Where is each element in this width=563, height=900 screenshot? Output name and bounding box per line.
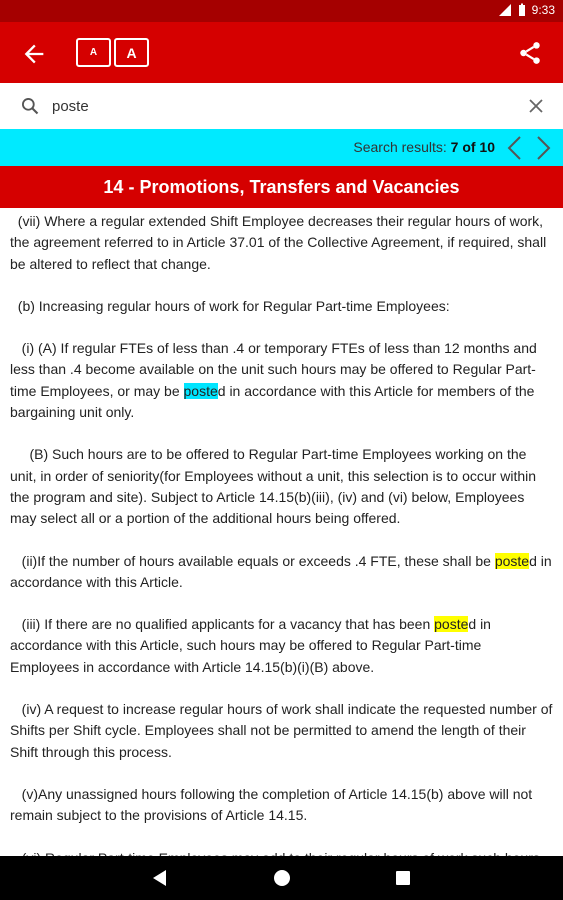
app-bar bbox=[0, 22, 563, 83]
search-results-bar bbox=[0, 129, 563, 166]
increase-font-label: A bbox=[126, 44, 137, 61]
search-bar bbox=[0, 83, 563, 130]
status-bar bbox=[0, 0, 563, 22]
search-icon bbox=[20, 96, 40, 116]
search-highlight-active: poste bbox=[183, 382, 218, 399]
search-input[interactable] bbox=[52, 93, 482, 119]
paragraph-text: (i) (A) If regular FTEs of less than .4 or temporary FTEs of less than 12 months and less than .4 become available on the unit such hours may be offered to Regular Part-time Employees, or may be bbox=[10, 340, 537, 399]
nav-recents-icon[interactable] bbox=[393, 868, 413, 888]
chapter-header bbox=[0, 166, 563, 208]
paragraph bbox=[10, 211, 553, 275]
battery-icon bbox=[518, 3, 526, 17]
paragraph-text: (b) Increasing regular hours of work for Regular Part-time Employees: bbox=[17, 297, 450, 314]
paragraph-text: (v)Any unassigned hours following the completion of Article 14.15(b) above will not remain subject to the provisions of Article 14.15. bbox=[10, 785, 533, 824]
chevron-left-icon[interactable] bbox=[505, 135, 525, 161]
increase-font-button[interactable] bbox=[114, 38, 149, 67]
nav-home-icon[interactable] bbox=[272, 868, 292, 888]
status-time: 9:33 bbox=[531, 3, 555, 17]
paragraph-text: d in accordance with this Article for members of the bargaining unit only. bbox=[10, 382, 535, 421]
status-icons bbox=[498, 3, 555, 17]
paragraph bbox=[10, 338, 553, 423]
search-highlight: poste bbox=[434, 616, 469, 633]
paragraph bbox=[10, 551, 553, 594]
paragraph-text: (ii)If the number of hours available equals or exceeds .4 FTE, these shall be bbox=[21, 552, 495, 569]
search-highlight: poste bbox=[494, 552, 530, 569]
decrease-font-button[interactable] bbox=[76, 38, 111, 67]
paragraph bbox=[10, 699, 553, 763]
nav-back-icon[interactable] bbox=[150, 868, 170, 888]
paragraph-text: (iii) If there are no qualified applicants for a vacancy that has been bbox=[21, 616, 435, 633]
paragraph-text: (iv) A request to increase regular hours of work shall indicate the requested number of Shifts per Shift cycle. Employees shall not be permitted to amend the length of their Shift through this process. bbox=[10, 701, 553, 760]
back-arrow-icon[interactable] bbox=[20, 40, 48, 68]
paragraph bbox=[10, 444, 553, 529]
decrease-font-label: A bbox=[89, 47, 98, 58]
paragraph bbox=[10, 614, 553, 678]
paragraph-text: d in accordance with this Article, such hours may be offered to Regular Part-time Employees in accordance with Article 14.15(b)(i)(B) above. bbox=[10, 616, 491, 675]
search-results-text bbox=[353, 139, 495, 155]
paragraph bbox=[10, 296, 553, 317]
paragraph-text: (B) Such hours are to be offered to Regular Part-time Employees working on the unit, in order of seniority(for Employees without a unit, this selection is to occur within the program and site). Subject to Article 14.15(b)(iii), (iv) and (vi) below, Employees may select all or a portion of the additional hours being offered. bbox=[10, 446, 537, 527]
article-content[interactable] bbox=[0, 208, 563, 856]
signal-icon bbox=[498, 3, 512, 17]
search-results-count: 7 of 10 bbox=[450, 139, 495, 155]
chevron-right-icon[interactable] bbox=[533, 135, 553, 161]
search-results-label: Search results: bbox=[353, 139, 447, 155]
paragraph-text: d in accordance with this Article. bbox=[10, 552, 552, 590]
paragraph-text: (vii) Where a regular extended Shift Employee decreases their regular hours of work, the agreement referred to in Article 37.01 of the Collective Agreement, if required, shall be altered to reflect that change. bbox=[10, 213, 547, 272]
navigation-bar bbox=[0, 856, 563, 900]
share-icon[interactable] bbox=[517, 40, 543, 66]
close-icon[interactable] bbox=[527, 97, 545, 115]
chapter-title: 14 - Promotions, Transfers and Vacancies bbox=[103, 176, 460, 197]
paragraph bbox=[10, 784, 553, 827]
